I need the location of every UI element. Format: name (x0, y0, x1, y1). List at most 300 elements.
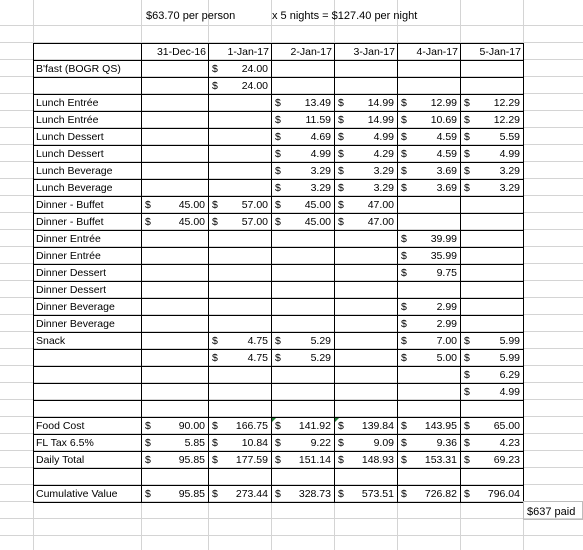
amount-cell[interactable] (461, 214, 524, 231)
amount-cell[interactable] (461, 333, 524, 350)
currency-symbol: $ (275, 352, 281, 364)
amount-cell[interactable] (398, 401, 461, 418)
amount-cell[interactable] (272, 78, 335, 95)
amount-cell[interactable] (461, 248, 524, 265)
currency-symbol: $ (145, 437, 151, 449)
currency-symbol: $ (464, 97, 470, 109)
date-header-cell[interactable]: 31-Dec-16 (142, 44, 209, 61)
amount-cell[interactable] (272, 367, 335, 384)
amount-cell[interactable] (142, 248, 209, 265)
amount-cell[interactable] (461, 299, 524, 316)
row-label-cell[interactable]: Dinner Dessert (34, 265, 142, 282)
amount-cell[interactable] (335, 401, 398, 418)
currency-symbol: $ (145, 454, 151, 466)
amount-value: 10.84 (241, 437, 268, 449)
amount-cell[interactable] (335, 350, 398, 367)
row-label-cell[interactable] (34, 350, 142, 367)
currency-symbol: $ (401, 267, 407, 279)
amount-cell[interactable] (272, 163, 335, 180)
amount-cell[interactable] (398, 163, 461, 180)
amount-cell[interactable] (398, 61, 461, 78)
currency-symbol: $ (338, 165, 344, 177)
amount-value: 5.59 (499, 131, 520, 143)
amount-cell[interactable] (272, 282, 335, 299)
row-label-cell[interactable]: Dinner Beverage (34, 316, 142, 333)
amount-cell[interactable] (142, 231, 209, 248)
currency-symbol: $ (338, 199, 344, 211)
gridline (0, 25, 583, 26)
amount-cell[interactable] (142, 95, 209, 112)
row-label-cell[interactable]: Lunch Entrée (34, 95, 142, 112)
amount-cell[interactable] (398, 418, 461, 435)
amount-cell[interactable] (398, 384, 461, 401)
amount-cell[interactable] (335, 214, 398, 231)
amount-value: 11.59 (305, 114, 331, 126)
amount-cell[interactable] (335, 248, 398, 265)
amount-cell[interactable] (335, 95, 398, 112)
amount-value: 7.00 (436, 335, 457, 347)
row-label-cell[interactable]: Snack (34, 333, 142, 350)
amount-cell[interactable] (398, 486, 461, 503)
table-row (34, 316, 524, 333)
amount-value: 143.95 (424, 420, 457, 432)
amount-cell[interactable] (398, 180, 461, 197)
amount-cell[interactable] (335, 78, 398, 95)
row-label-cell[interactable] (34, 401, 142, 418)
amount-cell[interactable] (272, 248, 335, 265)
amount-value: 90.00 (178, 420, 205, 432)
amount-cell[interactable] (461, 112, 524, 129)
amount-cell[interactable] (142, 214, 209, 231)
amount-cell[interactable] (461, 95, 524, 112)
amount-cell[interactable] (142, 265, 209, 282)
amount-cell[interactable] (272, 299, 335, 316)
amount-cell[interactable] (209, 469, 272, 486)
meal-cost-table (33, 43, 524, 503)
currency-symbol: $ (145, 199, 151, 211)
amount-value: 4.59 (436, 148, 457, 160)
amount-cell[interactable] (142, 333, 209, 350)
amount-cell[interactable] (209, 401, 272, 418)
amount-cell[interactable] (142, 299, 209, 316)
amount-cell[interactable] (142, 129, 209, 146)
currency-symbol: $ (464, 437, 470, 449)
amount-value: 5.85 (184, 437, 205, 449)
row-label-cell[interactable]: Lunch Dessert (34, 129, 142, 146)
amount-cell[interactable] (461, 282, 524, 299)
amount-cell[interactable] (209, 333, 272, 350)
amount-cell[interactable] (142, 180, 209, 197)
table-row (34, 163, 524, 180)
amount-value: 12.29 (493, 97, 520, 109)
currency-symbol: $ (275, 454, 281, 466)
amount-cell[interactable] (398, 452, 461, 469)
amount-cell[interactable] (142, 197, 209, 214)
currency-symbol: $ (338, 182, 344, 194)
amount-cell[interactable] (209, 316, 272, 333)
amount-cell[interactable] (209, 95, 272, 112)
per-person-note[interactable]: $63.70 per person (146, 10, 236, 22)
amount-cell[interactable] (272, 146, 335, 163)
amount-cell[interactable] (461, 367, 524, 384)
table-row (34, 469, 524, 486)
amount-cell[interactable] (209, 384, 272, 401)
amount-cell[interactable] (335, 231, 398, 248)
currency-symbol: $ (464, 165, 470, 177)
amount-cell[interactable] (209, 418, 272, 435)
amount-cell[interactable] (398, 214, 461, 231)
amount-cell[interactable] (335, 112, 398, 129)
amount-cell[interactable] (398, 435, 461, 452)
row-label-cell[interactable]: Lunch Entrée (34, 112, 142, 129)
amount-cell[interactable] (272, 418, 335, 435)
table-row (34, 486, 524, 503)
table-row (34, 112, 524, 129)
amount-value: 5.99 (499, 335, 520, 347)
amount-cell[interactable] (272, 265, 335, 282)
currency-symbol: $ (464, 488, 470, 500)
currency-symbol: $ (145, 488, 151, 500)
amount-cell[interactable] (461, 350, 524, 367)
date-header-cell[interactable]: 5-Jan-17 (461, 44, 524, 61)
amount-cell[interactable] (272, 214, 335, 231)
amount-cell[interactable] (398, 146, 461, 163)
currency-symbol: $ (275, 335, 281, 347)
row-label-cell[interactable]: Cumulative Value (34, 486, 142, 503)
row-label-cell[interactable]: Dinner Entrée (34, 231, 142, 248)
currency-symbol: $ (464, 420, 470, 432)
row-label-cell[interactable]: Dinner - Buffet (34, 214, 142, 231)
currency-symbol: $ (401, 420, 407, 432)
amount-cell[interactable] (142, 401, 209, 418)
amount-cell[interactable] (461, 452, 524, 469)
amount-cell[interactable] (209, 129, 272, 146)
table-row (34, 214, 524, 231)
amount-value: 45.00 (304, 216, 331, 228)
amount-value: 10.69 (430, 114, 457, 126)
paid-note[interactable]: $637 paid (527, 506, 576, 518)
date-header-cell[interactable]: 2-Jan-17 (272, 44, 335, 61)
amount-cell[interactable] (335, 486, 398, 503)
amount-cell[interactable] (335, 61, 398, 78)
amount-value: 57.00 (241, 199, 268, 211)
amount-cell[interactable] (461, 401, 524, 418)
amount-cell[interactable] (142, 112, 209, 129)
amount-cell[interactable] (398, 197, 461, 214)
row-label-cell[interactable]: Dinner Dessert (34, 282, 142, 299)
amount-cell[interactable] (209, 248, 272, 265)
date-header-cell[interactable]: 4-Jan-17 (398, 44, 461, 61)
currency-symbol: $ (401, 437, 407, 449)
amount-cell[interactable] (142, 452, 209, 469)
amount-cell[interactable] (209, 231, 272, 248)
date-header-cell[interactable]: 1-Jan-17 (209, 44, 272, 61)
amount-cell[interactable] (461, 384, 524, 401)
amount-cell[interactable] (461, 231, 524, 248)
amount-cell[interactable] (398, 282, 461, 299)
currency-symbol: $ (275, 182, 281, 194)
amount-value: 796.04 (487, 488, 520, 500)
currency-symbol: $ (275, 148, 281, 160)
amount-cell[interactable] (209, 486, 272, 503)
amount-cell[interactable] (272, 435, 335, 452)
amount-cell[interactable] (461, 146, 524, 163)
amount-value: 3.29 (310, 165, 331, 177)
amount-value: 57.00 (241, 216, 268, 228)
currency-symbol: $ (275, 199, 281, 211)
amount-value: 3.29 (373, 182, 394, 194)
amount-cell[interactable] (335, 469, 398, 486)
amount-cell[interactable] (142, 78, 209, 95)
amount-cell[interactable] (398, 129, 461, 146)
amount-cell[interactable] (335, 282, 398, 299)
amount-value: 4.23 (499, 437, 520, 449)
amount-cell[interactable] (209, 163, 272, 180)
row-label-cell[interactable] (34, 384, 142, 401)
row-label-cell[interactable] (34, 469, 142, 486)
amount-cell[interactable] (142, 469, 209, 486)
amount-value: 13.49 (304, 97, 331, 109)
amount-cell[interactable] (398, 350, 461, 367)
amount-value: 35.99 (430, 250, 457, 262)
amount-cell[interactable] (461, 265, 524, 282)
amount-cell[interactable] (461, 435, 524, 452)
amount-cell[interactable] (398, 112, 461, 129)
amount-cell[interactable] (335, 265, 398, 282)
row-label-cell[interactable]: B'fast (BOGR QS) (34, 61, 142, 78)
currency-symbol: $ (401, 148, 407, 160)
currency-symbol: $ (275, 437, 281, 449)
amount-cell[interactable] (335, 367, 398, 384)
amount-cell[interactable] (461, 418, 524, 435)
amount-cell[interactable] (209, 61, 272, 78)
amount-value: 5.29 (310, 352, 331, 364)
amount-cell[interactable] (335, 333, 398, 350)
amount-value: 3.29 (373, 165, 394, 177)
currency-symbol: $ (401, 131, 407, 143)
table-row (34, 129, 524, 146)
row-label-cell[interactable]: Lunch Beverage (34, 180, 142, 197)
currency-symbol: $ (401, 301, 407, 313)
amount-cell[interactable] (142, 316, 209, 333)
amount-value: 45.00 (178, 216, 205, 228)
amount-value: 141.92 (298, 420, 331, 432)
currency-symbol: $ (275, 131, 281, 143)
amount-cell[interactable] (209, 367, 272, 384)
row-label-cell[interactable] (34, 367, 142, 384)
corner-cell[interactable] (34, 44, 142, 61)
amount-cell[interactable] (272, 333, 335, 350)
amount-value: 95.85 (178, 454, 205, 466)
currency-symbol: $ (401, 165, 407, 177)
amount-value: 65.00 (493, 420, 520, 432)
amount-cell[interactable] (272, 129, 335, 146)
amount-cell[interactable] (209, 265, 272, 282)
amount-cell[interactable] (209, 197, 272, 214)
amount-cell[interactable] (209, 452, 272, 469)
amount-value: 573.51 (361, 488, 394, 500)
currency-symbol: $ (464, 182, 470, 194)
amount-value: 4.99 (310, 148, 331, 160)
amount-cell[interactable] (461, 486, 524, 503)
row-label-cell[interactable]: Dinner Entrée (34, 248, 142, 265)
amount-cell[interactable] (209, 299, 272, 316)
amount-cell[interactable] (142, 435, 209, 452)
amount-cell[interactable] (142, 384, 209, 401)
currency-symbol: $ (401, 97, 407, 109)
amount-cell[interactable] (335, 452, 398, 469)
currency-symbol: $ (338, 131, 344, 143)
amount-cell[interactable] (142, 367, 209, 384)
table-row (34, 282, 524, 299)
currency-symbol: $ (338, 148, 344, 160)
amount-cell[interactable] (398, 231, 461, 248)
currency-symbol: $ (338, 454, 344, 466)
amount-cell[interactable] (272, 384, 335, 401)
row-label-cell[interactable] (34, 78, 142, 95)
amount-cell[interactable] (209, 78, 272, 95)
amount-cell[interactable] (398, 78, 461, 95)
amount-cell[interactable] (209, 180, 272, 197)
gridline (0, 535, 583, 536)
amount-cell[interactable] (142, 146, 209, 163)
amount-cell[interactable] (461, 316, 524, 333)
table-row (34, 265, 524, 282)
table-row (34, 299, 524, 316)
currency-symbol: $ (401, 233, 407, 245)
currency-symbol: $ (145, 420, 151, 432)
amount-cell[interactable] (335, 418, 398, 435)
amount-cell[interactable] (335, 197, 398, 214)
currency-symbol: $ (401, 488, 407, 500)
row-label-cell[interactable]: Dinner Beverage (34, 299, 142, 316)
amount-value: 5.99 (499, 352, 520, 364)
amount-cell[interactable] (272, 95, 335, 112)
table-row (34, 333, 524, 350)
amount-cell[interactable] (142, 61, 209, 78)
currency-symbol: $ (275, 165, 281, 177)
amount-cell[interactable] (272, 197, 335, 214)
amount-value: 177.59 (235, 454, 268, 466)
amount-cell[interactable] (142, 163, 209, 180)
amount-cell[interactable] (398, 265, 461, 282)
currency-symbol: $ (464, 369, 470, 381)
amount-cell[interactable] (209, 214, 272, 231)
amount-cell[interactable] (272, 469, 335, 486)
amount-cell[interactable] (461, 469, 524, 486)
amount-cell[interactable] (335, 435, 398, 452)
amount-cell[interactable] (335, 180, 398, 197)
amount-value: 2.99 (436, 301, 457, 313)
amount-cell[interactable] (398, 333, 461, 350)
row-label-cell[interactable]: Dinner - Buffet (34, 197, 142, 214)
amount-cell[interactable] (272, 61, 335, 78)
amount-cell[interactable] (461, 78, 524, 95)
row-label-cell[interactable]: Food Cost (34, 418, 142, 435)
amount-cell[interactable] (272, 486, 335, 503)
amount-cell[interactable] (398, 469, 461, 486)
currency-symbol: $ (275, 216, 281, 228)
currency-symbol: $ (212, 199, 218, 211)
amount-cell[interactable] (209, 435, 272, 452)
table-row (34, 367, 524, 384)
amount-value: 3.29 (499, 182, 520, 194)
amount-cell[interactable] (272, 231, 335, 248)
amount-cell[interactable] (461, 197, 524, 214)
amount-value: 24.00 (241, 63, 268, 75)
amount-value: 12.99 (430, 97, 457, 109)
amount-cell[interactable] (398, 248, 461, 265)
amount-cell[interactable] (398, 316, 461, 333)
amount-cell[interactable] (335, 299, 398, 316)
currency-symbol: $ (212, 437, 218, 449)
amount-cell[interactable] (209, 112, 272, 129)
amount-cell[interactable] (272, 316, 335, 333)
amount-cell[interactable] (142, 418, 209, 435)
date-header-cell[interactable]: 3-Jan-17 (335, 44, 398, 61)
amount-cell[interactable] (398, 95, 461, 112)
amount-cell[interactable] (335, 316, 398, 333)
amount-cell[interactable] (461, 163, 524, 180)
amount-value: 9.09 (373, 437, 394, 449)
amount-cell[interactable] (142, 282, 209, 299)
amount-cell[interactable] (335, 129, 398, 146)
amount-value: 69.23 (493, 454, 520, 466)
currency-symbol: $ (464, 335, 470, 347)
amount-cell[interactable] (461, 61, 524, 78)
amount-value: 3.29 (310, 182, 331, 194)
amount-cell[interactable] (272, 180, 335, 197)
amount-value: 151.14 (298, 454, 331, 466)
amount-cell[interactable] (398, 299, 461, 316)
amount-cell[interactable] (272, 350, 335, 367)
currency-symbol: $ (212, 420, 218, 432)
amount-value: 47.00 (367, 216, 394, 228)
amount-cell[interactable] (272, 401, 335, 418)
amount-cell[interactable] (272, 112, 335, 129)
table-row (34, 350, 524, 367)
amount-value: 4.69 (310, 131, 331, 143)
currency-symbol: $ (212, 216, 218, 228)
amount-value: 4.99 (499, 386, 520, 398)
row-label-cell[interactable]: Lunch Beverage (34, 163, 142, 180)
table-row (34, 180, 524, 197)
currency-symbol: $ (275, 114, 281, 126)
currency-symbol: $ (212, 63, 218, 75)
row-label-cell[interactable]: Daily Total (34, 452, 142, 469)
amount-value: 5.00 (436, 352, 457, 364)
amount-value: 39.99 (430, 233, 457, 245)
amount-cell[interactable] (142, 486, 209, 503)
amount-value: 139.84 (361, 420, 394, 432)
amount-cell[interactable] (461, 180, 524, 197)
amount-cell[interactable] (209, 146, 272, 163)
per-night-note[interactable]: x 5 nights = $127.40 per night (272, 10, 418, 22)
row-label-cell[interactable]: Lunch Dessert (34, 146, 142, 163)
amount-cell[interactable] (335, 384, 398, 401)
amount-cell[interactable] (461, 129, 524, 146)
amount-cell[interactable] (209, 282, 272, 299)
row-label-cell[interactable]: FL Tax 6.5% (34, 435, 142, 452)
amount-cell[interactable] (398, 367, 461, 384)
amount-cell[interactable] (209, 350, 272, 367)
amount-cell[interactable] (272, 452, 335, 469)
currency-symbol: $ (464, 352, 470, 364)
amount-cell[interactable] (335, 146, 398, 163)
currency-symbol: $ (464, 454, 470, 466)
amount-cell[interactable] (142, 350, 209, 367)
amount-cell[interactable] (335, 163, 398, 180)
